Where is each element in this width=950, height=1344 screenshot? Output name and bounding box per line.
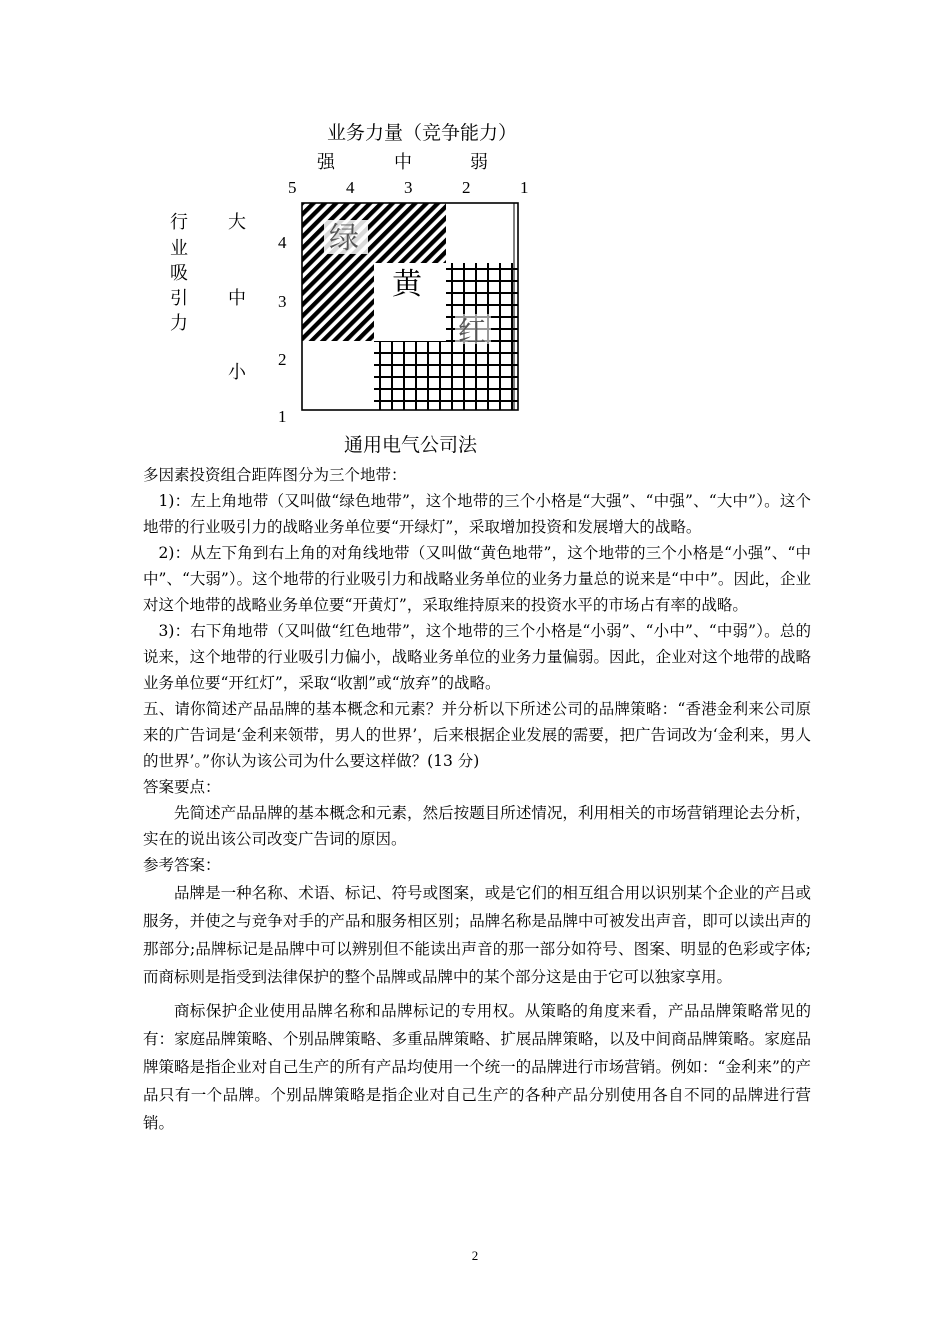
row-level-medium: 中 — [228, 288, 246, 309]
figure-caption: 通用电气公司法 — [344, 434, 478, 456]
row-title-char-3: 吸 — [170, 263, 188, 284]
green-zone-label: 绿 — [329, 221, 359, 256]
key-points-paragraph: 先简述产品品牌的基本概念和元素，然后按题目所述情况，利用相关的市场营销理论去分析，实在的说出该公司改变广告词的原因。 — [143, 804, 811, 848]
reference-answer-label: 参考答案： — [143, 856, 221, 874]
row-title-char-4: 引 — [170, 288, 188, 309]
col-level-strong: 强 — [317, 152, 335, 173]
col-level-medium: 中 — [394, 152, 412, 173]
body-text — [143, 462, 811, 1137]
intro-line: 多因素投资组合距阵图分为三个地带： — [143, 466, 407, 484]
row-level-small: 小 — [228, 362, 246, 383]
red-zone-paragraph: 3)：右下角地带（又叫做“红色地带”，这个地带的三个小格是“小弱”、“小中”、“中弱”）。总的说来，这个地带的行业吸引力偏小，战略业务单位的业务力量偏弱。因此，企业对这个地带的战略业务单位要“开红灯”，采取“收割”或“放弃”的战略。 — [143, 622, 811, 692]
row-number-1: 1 — [278, 407, 287, 426]
row-number-3: 3 — [278, 292, 287, 311]
reference-paragraph-2: 商标保护企业使用品牌名称和品牌标记的专用权。从策略的角度来看，产品品牌策略常见的有：家庭品牌策略、个别品牌策略、多重品牌策略、扩展品牌策略，以及中间商品牌策略。家庭品牌策略是指企业对自己生产的所有产品均使用一个统一的品牌进行市场营销。例如：“金利来”的产品只有一个品牌。个别品牌策略是指企业对自己生产的各种产品分别使用各自不同的品牌进行营销。 — [143, 1002, 811, 1132]
red-zone-label: 红 — [458, 315, 487, 348]
page-number: 2 — [471, 1248, 479, 1263]
col-number-4: 4 — [346, 178, 355, 197]
row-title-char-5: 力 — [170, 313, 188, 334]
yellow-zone-label: 黄 — [392, 267, 422, 302]
col-level-weak: 弱 — [470, 152, 488, 173]
row-title-char-1: 行 — [170, 212, 188, 233]
question-5: 五、请你简述产品品牌的基本概念和元素？并分析以下所述公司的品牌策略：“香港金利来公司原来的广告词是‘金利来领带，男人的世界’，后来根据企业发展的需要，把广告词改为‘金利来，男人的世界’。”你认为该公司为什么要这样做？(13 分) — [143, 700, 811, 770]
col-number-5: 5 — [288, 178, 297, 197]
figure-title: 业务力量（竞争能力） — [327, 122, 518, 144]
row-number-4: 4 — [278, 233, 287, 252]
col-number-1: 1 — [520, 178, 529, 197]
green-zone-paragraph: 1)：左上角地带（又叫做“绿色地带”，这个地带的三个小格是“大强”、“中强”、“大中”）。这个地带的行业吸引力的战略业务单位要“开绿灯”，采取增加投资和发展增大的战略。 — [143, 492, 811, 536]
col-number-3: 3 — [404, 178, 413, 197]
row-number-2: 2 — [278, 350, 287, 369]
key-points-label: 答案要点： — [143, 778, 221, 796]
reference-paragraph-1: 品牌是一种名称、术语、标记、符号或图案，或是它们的相互组合用以识别某个企业的产吕或服务，并使之与竞争对手的产品和服务相区别；品牌名称是品牌中可被发出声音，即可以读出声的那部分;品牌标记是品牌中可以辨别但不能读出声音的那一部分如符号、图案、明显的色彩或字体;而商标则是指受到法律保护的整个品牌或品牌中的某个部分这是由于它可以独家享用。 — [143, 884, 811, 986]
row-title-char-2: 业 — [170, 238, 188, 259]
row-level-large: 大 — [228, 212, 246, 233]
yellow-zone-paragraph: 2)：从左下角到右上角的对角线地带（又叫做“黄色地带”，这个地带的三个小格是“小强”、“中中”、“大弱”）。这个地带的行业吸引力和战略业务单位的业务力量总的说来是“中中”。因此，企业对这个地带的战略业务单位要“开黄灯”，采取维持原来的投资水平的市场占有率的战略。 — [143, 544, 811, 614]
col-number-2: 2 — [462, 178, 471, 197]
ge-matrix — [295, 196, 535, 426]
